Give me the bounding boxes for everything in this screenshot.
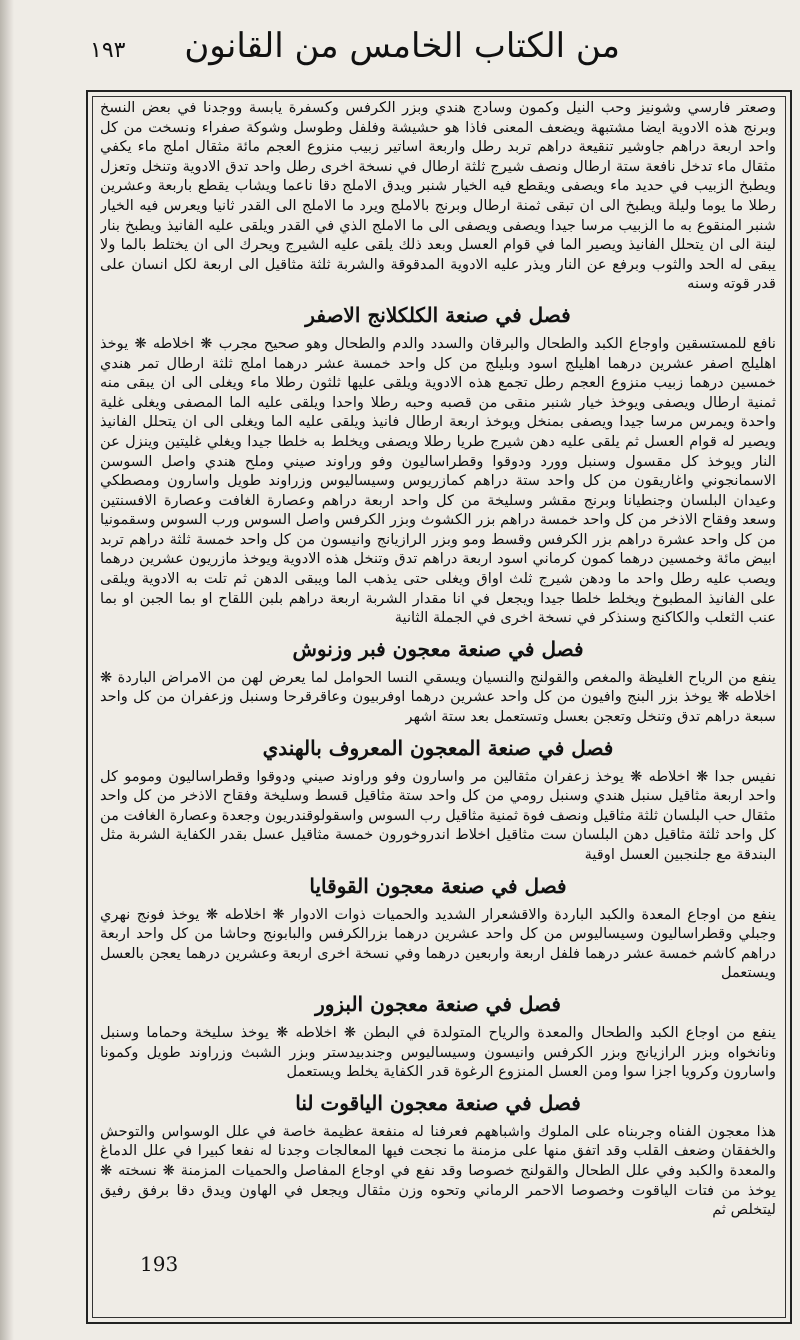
paragraph: ينفع من الرياح الغليظة والمغص والقولنج والنسيان ويسقي النسا الحوامل لما يعرض لهن من الامراض الباردة ❋ اخلاطه ❋ يوخذ بزر البنج وافيون من كل واحد عشرين درهما اوفربيون وعاقرقرحا وسنبل وزعفران من كل واحد سبعة دراهم تدق وتنخل وتعجن بعسل وتستعمل بعد ستة اشهر [100, 668, 776, 726]
text-column [100, 98, 776, 1258]
paragraph: نفيس جدا ❋ اخلاطه ❋ يوخذ زعفران مثقالين مر واسارون وفو وراوند صيني ودوقوا وقطراساليون ومومو كل واحد اربعة مثاقيل سنبل هندي وسنبل رومي من كل واحد ستة مثاقيل قسط وسليخة وفقاح الاذخر من كل واحد مثقال حب البلسان ثلثة مثاقيل ونصف فوة ثمنية مثاقيل رب السوس واسقولوقندريون وجعدة وعصارة الغافت من كل واحد ثلثة مثاقيل دهن البلسان ست مثاقيل اخلاط اندروخورون خمسة مثاقيل عسل بقدر الكفاية الشربة مثل البندقة مع جلنجبين العسل اوقية [100, 767, 776, 863]
section-heading: فصل في صنعة معجون البزور [315, 991, 561, 1016]
paragraph: وصعتر فارسي وشونيز وحب النيل وكمون وسادج هندي وبزر الكرفس وكسفرة يابسة ووجدنا في بعض النسخ وبرنج هذه الادوية ايضا مشتبهة ويضعف المعنى فاذا هو حشيشة وفلفل وطوسل وشوكة صفراء ونسخت من كل واحد اربعة دراهم جاوشير تنقيعة دراهم تربد رطل واربعة اساتير زبيب منزوع العجم مائة مثقال املج ماء يكفي مثقال ماء تدخل نافعة ستة ارطال ونصف شيرج ثلثة ارطال في نسخة اخرى رطل واحد تدق الادوية وتنخل وتعزل ويطبخ الزبيب في حديد ماء ويصفى ويقطع فيه الخيار شنبر ويدق الاملج دقا ناعما ويشاب يقطع باربعة وعشرين رطلا ما يوما وليلة ويطبخ الى ان تبقى ثمنة ارطال وبرنج بالاملج ويرد ما الاملج الى القدر ثانيا ويعرس فيه الخيار شنبر المنقوع به ما الزبيب مرسا جيدا ويصفى ويصفى الى ما الاملج الذي في القدر ويلقى عليه الفانيذ ويطبخ بنار لينة الى ان يتحلل الفانيذ ويصير الما في قوام العسل وبعد ذلك يلقى عليه الشيرج ويحرك الى ان يختلط بالما ولا يبقى له الحد والثوب وبرفع عن النار ويذر عليه الادوية المدقوقة والشربة ثلثة مثاقيل الى اربعة لكل انسان على قدر قوته وسنه [100, 99, 776, 293]
section-heading: فصل في صنعة المعجون المعروف بالهندي [262, 735, 614, 760]
section-heading: فصل في صنعة معجون الياقوت لنا [295, 1090, 581, 1115]
section-heading: فصل في صنعة معجون القوقايا [309, 873, 567, 898]
section-heading: فصل في صنعة معجون فبر وزنوش [292, 636, 584, 661]
paragraph: هذا معجون الفناه وجربناه على الملوك واشباههم فعرفنا له منفعة عظيمة خاصة في علل الوسواس والتوحش والخفقان وضعف القلب وقد اتفق منها على مزمنة ما نجحت فيها المعالجات وجدنا له نفعا كبيرا في علل الدماغ والمعدة والكبد وفي علل الطحال والقولنج خصوصا وقد نفع في اوجاع المفاصل والحميات المزمنة ❋ نسخته ❋ يوخذ من فتات الياقوت وخصوصا الاحمر الرماني وتحوه وزن مثقال ويجعل في الهاون ويدق دقا برفق رفيق ليتخلص ثم [100, 1122, 776, 1219]
running-head [90, 26, 790, 84]
page-number-top: ١٩٣ [90, 38, 126, 63]
section-heading: فصل في صنعة الكلكلانج الاصفر [305, 302, 571, 327]
chapter-title: من الكتاب الخامس من القانون [184, 26, 620, 66]
paragraph: نافع للمستسقين واوجاع الكبد والطحال والبرقان والسدد والدم والطحال وهو صحيح مجرب ❋ اخلاطه ❋ يوخذ اهليلج اصفر عشرين درهما اهليلج اسود وبليلج من كل واحد خمسة عشر درهما املج ثلثة ارطال تمر هندي خمسين درهما زبيب منزوع العجم رطل تجمع هذه الادوية ويلقى عليها ثلثون رطلا ماء ويغلى الى ان يبقى منه ثمنية ارطال ويصفى ويوخذ خيار شنبر منقى من قصبه وحبه رطلا واحدا ويلقى عليه الما المصفى ويغلى غلية واحدة ويمرس مرسا جيدا ويصفى بمنخل ويوخذ اربعة ارطال فانيذ ويلقى عليه الما ويغلى الى ان يتحلل الفانيذ ويصير له قوام العسل ثم يلقى عليه دهن شيرج طريا رطلا ويصفى ويخلط به خلطا جيدا ويغلي غليتين وينزل عن النار ويوخذ كل مقسول وسنبل وورد ودوقوا وقطراساليون وفو وراوند صيني وملح هندي واصل السوسن الاسمانجوني واغاريقون من كل واحد ستة دراهم كمازريوس وسيساليوس وزراوند طويل واسارون ومصطكي وعيدان البلسان وجنطيانا وبرنج مقشر وسليخة من كل واحد اربعة دراهم وعصارة الغافت وعصارة الافسنتين وسعد وفقاح الاذخر من كل واحد خمسة دراهم بزر الكشوث وبزر الكرفس واصل السوس ورب السوس وسقمونيا من كل واحد عشرة دراهم بزر الكرفس وقسط ومو وبزر الرازيانج وانيسون من كل واحد خمسة ثلثة دراهم تربد ابيض مائة وخمسين درهما كمون كرماني اسود اربعة دراهم تدق وتنخل هذه الادوية ويوخذ مازريون عشرين درهما ويصب عليه رطل واحد ما ودهن شيرج ثلث اواق ويغلى حتى يذهب الما ويبقى الدهن ثم تلت به الادوية ويلقى على الفانيذ المطبوخ ويخلط خلطا جيدا ويجعل في انا مقدار الشربة اربعة دراهم بلبن اللقاح او بما الجبن او بما عنب الثعلب والكاكنج وسنذكر في نسخة اخرى في الجملة الثانية [100, 334, 776, 627]
paragraph: ينفع من اوجاع الكبد والطحال والمعدة والرياح المتولدة في البطن ❋ اخلاطه ❋ يوخذ سليخة وحماما وسنبل ونانخواه وبزر الرازيانج وبزر الكرفس وانيسون وسيساليوس وجندبيدستر وبزر الشبث وزراوند طويل وكمونا واسارون وكرويا اجزا سوا ومن العسل المنزوع الرغوة قدر الكفاية يخلط ويستعمل [100, 1023, 776, 1081]
page-number-bottom: 193 [140, 1252, 179, 1276]
paragraph: ينفع من اوجاع المعدة والكبد الباردة والاقشعرار الشديد والحميات ذوات الادوار ❋ اخلاطه ❋ يوخذ فونج نهري وجبلي وقطراساليون وسيساليوس من كل واحد عشرين درهما بزرالكرفس والبابونج وحاشا من كل واحد اربعة دراهم كاشم خمسة عشر درهما فلفل اربعة واربعين درهما وفي نسخة اخرى اربعة وعشرين درهما يعجن بالعسل ويستعمل [100, 905, 776, 982]
